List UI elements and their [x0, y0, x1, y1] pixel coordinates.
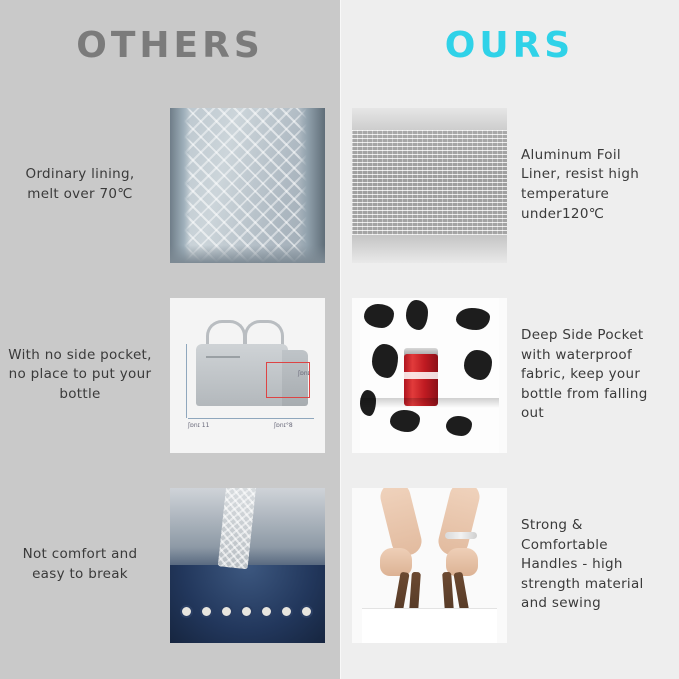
column-divider [340, 0, 341, 679]
ours-row-3 [340, 470, 679, 660]
aluminum-foil-liner-photo [352, 108, 507, 263]
can-label-band [404, 372, 438, 379]
others-title: OTHERS [76, 24, 264, 66]
ours-row-2 [340, 280, 679, 470]
diagram-dimension-line-bottom-right [292, 418, 314, 419]
dark-bag-body [170, 565, 325, 643]
others-row-1-text: Ordinary lining, melt over 70℃ [25, 166, 135, 202]
bag-diagram-no-pocket [170, 298, 325, 453]
foil-top-edge [352, 108, 507, 130]
diagram-dimension-line-left [186, 344, 187, 418]
others-row-1 [0, 90, 340, 280]
others-header [0, 0, 340, 90]
others-row-3 [0, 470, 340, 660]
lining-bottom-edge [170, 245, 325, 263]
others-rows [0, 90, 340, 660]
mesh-strap [218, 488, 257, 569]
bracelet [445, 532, 477, 539]
diagram-label-bottom-right: ʃɒnɪ°8 [274, 421, 293, 429]
right-hand [446, 548, 478, 576]
diagram-label-bottom-left: ʃɒnɪ 11 [188, 421, 210, 429]
strong-handles-photo [352, 488, 507, 643]
diagram-highlight-box [266, 362, 310, 398]
ours-title: OURS [444, 24, 575, 66]
broken-handle-photo [170, 488, 325, 643]
ours-rows [340, 90, 679, 660]
ours-header [340, 0, 679, 90]
foil-bottom-edge [352, 235, 507, 263]
lining-right-edge [299, 108, 325, 263]
left-hand [380, 548, 412, 576]
pocket-edge [360, 398, 499, 408]
others-row-2 [0, 280, 340, 470]
ours-row-2-text: Deep Side Pocket with waterproof fabric, keep your bottle from falling out [521, 327, 648, 422]
others-row-3-text: Not comfort and easy to break [22, 546, 138, 582]
ours-row-1-text: Aluminum Foil Liner, resist high temperature under120℃ [521, 146, 640, 222]
deep-side-pocket-photo [352, 298, 507, 453]
lining-left-edge [170, 108, 190, 263]
diagram-label-side: ʃɒnɪ [298, 369, 310, 377]
ours-column [340, 0, 679, 679]
ours-row-1 [340, 90, 679, 280]
others-row-2-text: With no side pocket, no place to put your bottle [8, 346, 152, 402]
ordinary-lining-photo [170, 108, 325, 263]
diagram-dimension-line-bottom [188, 418, 292, 419]
bag-dot-pattern [178, 605, 318, 617]
bag-bottom [362, 608, 497, 643]
ours-row-3-text: Strong & Comfortable Handles - high strength material and sewing [521, 517, 644, 612]
